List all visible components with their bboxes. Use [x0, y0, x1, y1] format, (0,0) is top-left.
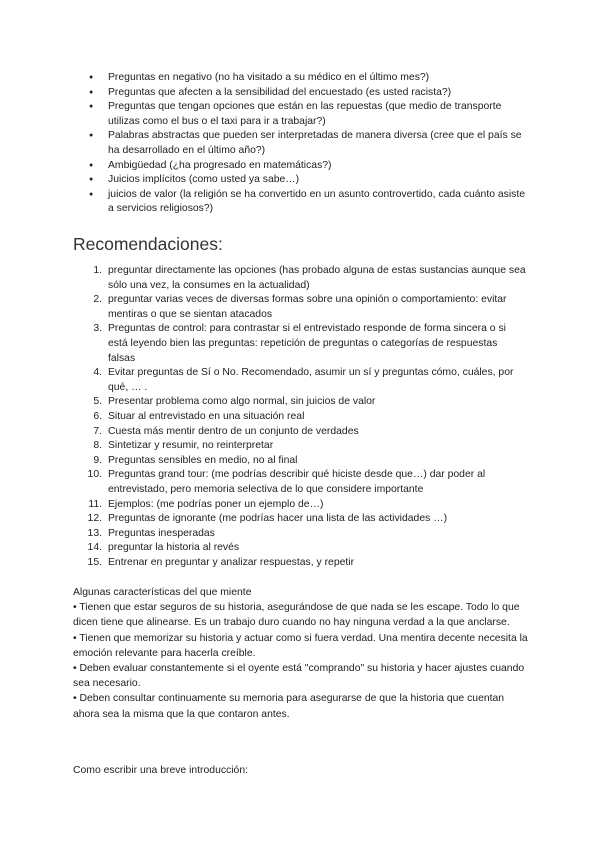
- list-item: [86, 512, 526, 527]
- item-number: 2.: [93, 294, 102, 306]
- item-text: Evitar preguntas de Sí o No. Recomendado, asumir un sí y preguntas cómo, cuáles, por qué, … .: [108, 367, 514, 393]
- intro-heading: Como escribir una breve introducción:: [73, 765, 248, 776]
- item-number: 4.: [93, 367, 102, 379]
- question-pitfalls-list: [86, 71, 526, 217]
- list-item: ● Ambigüedad (¿ha progresado en matemáticas?): [86, 159, 526, 174]
- item-text: preguntar directamente las opciones (has probado alguna de estas sustancias aunque sea sólo una vez, la consumes en la actualidad): [108, 265, 526, 291]
- item-text: Entrenar en preguntar y analizar respuestas, y repetir: [108, 556, 355, 568]
- list-item: [86, 395, 526, 410]
- section-title: Algunas características del que miente: [73, 587, 252, 598]
- item-number: 10.: [87, 469, 102, 481]
- list-item: [86, 498, 526, 513]
- list-item: ● Juicios implícitos (como usted ya sabe…): [86, 173, 526, 188]
- item-number: 8.: [93, 440, 102, 452]
- item-number: 9.: [93, 454, 102, 466]
- item-number: 3.: [93, 323, 102, 335]
- paragraph: • Tienen que memorizar su historia y actuar como si fuera verdad. Una mentira decente necesita la emoción relevante para hacerla creíble.: [73, 632, 528, 659]
- paragraph: • Deben consultar continuamente su memoria para asegurarse de que la historia que cuentan ahora sea la misma que la que contaron antes.: [73, 693, 505, 720]
- item-text: Situar al entrevistado en una situación real: [108, 410, 305, 422]
- item-number: 5.: [93, 396, 102, 408]
- item-number: 14.: [87, 542, 102, 554]
- recommendations-list: [86, 264, 526, 570]
- list-item: [86, 410, 526, 425]
- item-number: 11.: [88, 498, 102, 510]
- item-text: Presentar problema como algo normal, sin juicios de valor: [108, 396, 376, 408]
- item-number: 13.: [87, 527, 102, 539]
- list-item: [86, 293, 526, 322]
- item-text: Cuesta más mentir dentro de un conjunto de verdades: [108, 425, 359, 437]
- item-text: Ejemplos: (me podrías poner un ejemplo de…): [108, 498, 324, 510]
- item-text: Preguntas inesperadas: [108, 527, 215, 539]
- item-number: 12.: [87, 513, 102, 525]
- item-text: Preguntas sensibles en medio, no al final: [108, 454, 298, 466]
- item-number: 15.: [87, 556, 102, 568]
- list-item: ● Preguntas en negativo (no ha visitado a su médico en el último mes?): [86, 71, 526, 86]
- list-item: [86, 556, 526, 571]
- list-item: [86, 366, 526, 395]
- recommendations-heading: Recomendaciones:: [73, 234, 223, 254]
- list-item: [86, 527, 526, 542]
- item-number: 7.: [93, 425, 102, 437]
- liar-traits-section: [73, 585, 528, 722]
- item-text: Sintetizar y resumir, no reinterpretar: [108, 440, 274, 452]
- item-text: preguntar varias veces de diversas formas sobre una opinión o comportamiento: evitar mentiras o que se sientan atacados: [108, 294, 507, 320]
- item-text: Preguntas de ignorante (me podrías hacer una lista de las actividades …): [108, 513, 448, 525]
- item-text: Preguntas de control: para contrastar si el entrevistado responde de forma sincera o si está leyendo bien las preguntas: repetición de preguntas o categorías de respuestas falsas: [108, 323, 506, 364]
- list-item: ● Preguntas que tengan opciones que están en las repuestas (que medio de transporte utilizas como el bus o el taxi para ir a trabajar?): [86, 100, 526, 129]
- paragraph: • Deben evaluar constantemente si el oyente está "comprando" su historia y hacer ajustes cuando sea necesario.: [73, 663, 525, 690]
- list-item: ● juicios de valor (la religión se ha convertido en un asunto controvertido, cada cuánto asiste a servicios religiosos?): [86, 188, 526, 217]
- item-number: 1.: [93, 265, 102, 276]
- list-item: [86, 454, 526, 469]
- list-item: ● Palabras abstractas que pueden ser interpretadas de manera diversa (cree que el país se ha desarrollado en el último año?): [86, 129, 526, 158]
- list-item: [86, 322, 526, 366]
- item-number: 6.: [93, 410, 102, 422]
- list-item: [86, 468, 526, 497]
- list-item: [86, 541, 526, 556]
- item-text: preguntar la historia al revés: [108, 542, 240, 554]
- item-text: Preguntas grand tour: (me podrías describir qué hiciste desde que…) dar poder al entrevistado, pero memoria selectiva de lo que considere importante: [108, 469, 486, 495]
- list-item: [86, 264, 526, 293]
- paragraph: • Tienen que estar seguros de su historia, asegurándose de que nada se les escape. Todo lo que dicen tiene que alinearse. Es un trabajo duro cuando no hay ninguna verdad a la que anclarse.: [73, 602, 520, 629]
- list-item: ● Preguntas que afecten a la sensibilidad del encuestado (es usted racista?): [86, 86, 526, 101]
- list-item: [86, 439, 526, 454]
- list-item: [86, 425, 526, 440]
